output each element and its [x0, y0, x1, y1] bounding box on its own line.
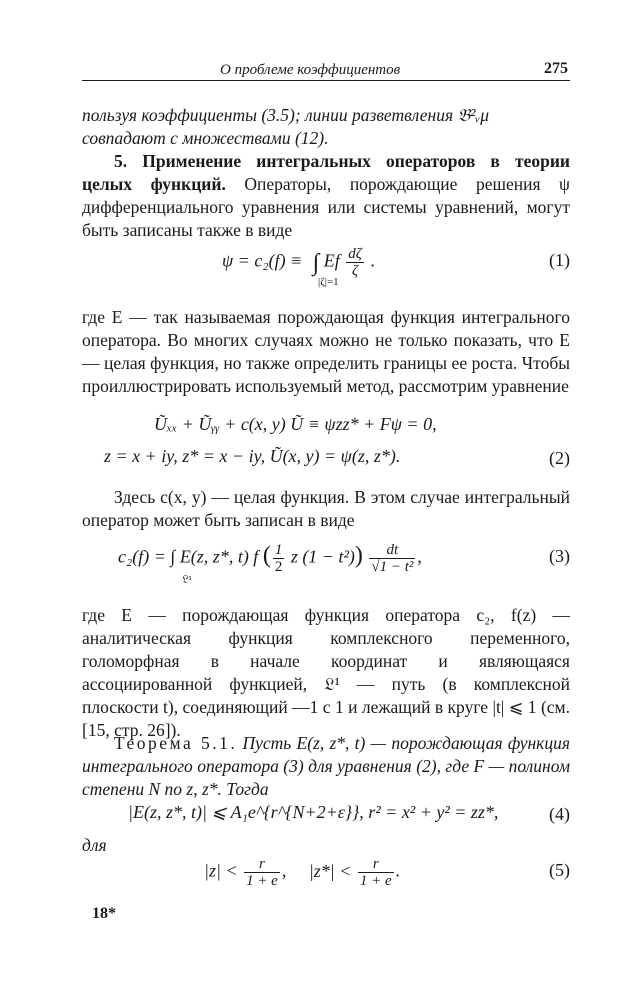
eq5-frac-1-num: r: [244, 856, 280, 873]
eq3-dt: dt: [369, 542, 415, 559]
continuation-line-1: пользуя коэффициенты (3.5); линии разветвления 𝔅²ᵥμ: [82, 105, 490, 125]
equation-5: |z| < $\frac{r}{1 + e}$ , |z*| < $\frac{r}{1 + e}$ .: [204, 856, 401, 889]
eq1-limit: |ζ|=1: [318, 276, 339, 288]
equation-3: c₂(f) = ∫ E(z, z*, t) f ( $\frac{1}{2}$ z (1 − t²)) $\frac{dt}{\text{√1 − t²}}$ ,: [118, 542, 422, 575]
eq3-left: c₂(f) = ∫ E(z, z*, t) f: [118, 546, 259, 567]
eq5-zstar: |z*| <: [308, 860, 352, 881]
eq3-mid: z (1 − t²): [290, 546, 355, 567]
integral-sign: ∫: [312, 249, 320, 276]
eq3-sqrt: √1 − t²: [371, 559, 414, 575]
paragraph-generating-function: где E — так называемая порождающая функция интегрального оператора. Во многих случаях можно не только показать, что E — целая функция, но также определить границы ее роста. Чтобы проиллюстрировать используемый метод, рассмотрим уравнение: [82, 307, 570, 396]
page-number: 275: [544, 60, 568, 77]
eq5-frac-1-den: 1 + e: [246, 873, 278, 889]
eq3-half: [273, 542, 285, 575]
eq3-number: (3): [549, 546, 570, 566]
theorem-5-1: [82, 732, 570, 801]
eq5-frac-2-num: r: [358, 856, 394, 873]
eq3-half-den: 2: [274, 559, 283, 575]
eq3-dt-fraction: [369, 542, 415, 575]
section-5-paragraph: [82, 150, 570, 242]
eq1-frac-den: ζ: [352, 263, 359, 279]
eq5-frac-2-den: 1 + e: [359, 873, 392, 889]
word-dlya: для: [82, 835, 107, 855]
eq3-limit: 𝔏¹: [182, 574, 192, 586]
continuation-line-2: совпадают с множествами (12).: [82, 128, 329, 148]
eq1-frac-num: dζ: [348, 246, 362, 262]
theorem-text: Пусть E(z, z*, t) — порождающая функция интегрального оператора (3) для уравнения (2), где F — полином степени N по z, z*. Тогда: [82, 733, 570, 799]
theorem-label: Теорема 5.1.: [114, 733, 238, 753]
eq5-frac-2: [358, 856, 394, 889]
eq1-number: (1): [549, 250, 570, 270]
signature-mark: 18*: [92, 905, 116, 922]
paragraph-operator-definition: где E — порождающая функция оператора c₂, f(z) — аналитическая функция комплексного переменного, голоморфная в начале координат и являющаяся ассоциированной функцией, 𝔏¹ — путь (в комплексной плоскости t), соединяющий —1 с 1 и лежащий в круге |t| ⩽ 1 (см. [15, стр. 26]).: [82, 605, 570, 740]
equation-2-line-1: Ũₓₓ + Ũᵧᵧ + c(x, y) Ũ ≡ ψzz* + Fψ = 0,: [154, 414, 437, 434]
paragraph-entire-function: Здесь c(x, y) — целая функция. В этом случае интегральный оператор может быть записан в виде: [82, 487, 570, 530]
running-title: О проблеме коэффициентов: [220, 62, 401, 78]
section-heading: 5. Применение интегральных операторов в теории целых функций.: [82, 151, 570, 194]
eq1-integrand: Ef: [323, 250, 340, 271]
equation-1: ψ = c₂(f) ≡ ∫ Ef $\frac{d\zeta}{\zeta}$ .: [222, 246, 375, 279]
eq5-number: (5): [549, 860, 570, 880]
section-text: Операторы, порождающие решения ψ дифференциального уравнения или системы уравнений, могут быть записаны также в виде: [82, 174, 571, 240]
eq4-number: (4): [549, 804, 570, 824]
equation-2-line-2: z = x + iy, z* = x − iy, Ũ(x, y) = ψ(z, z*).: [104, 446, 401, 466]
eq1-left: ψ = c₂(f) ≡: [222, 250, 303, 271]
equation-4: |E(z, z*, t)| ⩽ A₁e^{r^{N+2+ε}}, r² = x² + y² = zz*,: [128, 802, 499, 822]
eq1-fraction: [346, 246, 364, 279]
eq3-half-num: 1: [274, 542, 283, 558]
page-header: [82, 58, 570, 81]
eq5-frac-1: [244, 856, 280, 889]
eq2-number: (2): [549, 448, 570, 468]
eq5-z: |z| <: [204, 860, 238, 881]
